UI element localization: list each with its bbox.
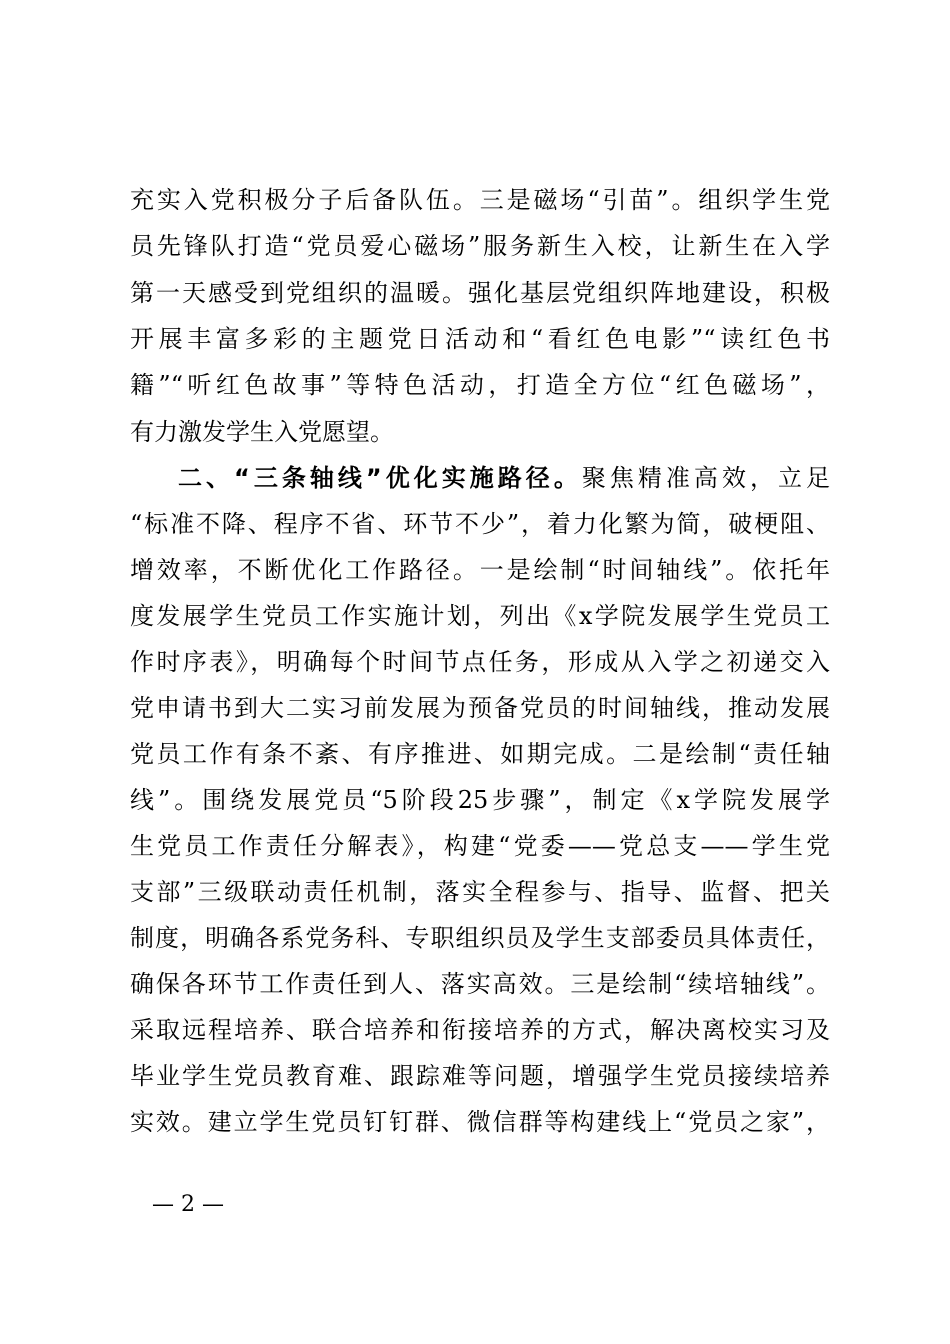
page-number: — 2 — bbox=[152, 1192, 224, 1217]
paragraph-line: 开展丰富多彩的主题党日活动和“看红色电影”“读红色书 bbox=[130, 325, 830, 353]
paragraph-line: 有力激发学生入党愿望。 bbox=[130, 418, 394, 446]
paragraph-line: 线”。围绕发展党员“5阶段25步骤”，制定《x学院发展学 bbox=[130, 786, 830, 814]
paragraph-line: 党申请书到大二实习前发展为预备党员的时间轴线，推动发展 bbox=[130, 694, 830, 722]
paragraph-line: 支部”三级联动责任机制，落实全程参与、指导、监督、把关 bbox=[130, 878, 830, 906]
paragraph-line: 第一天感受到党组织的温暖。强化基层党组织阵地建设，积极 bbox=[130, 279, 830, 307]
paragraph-first-line bbox=[178, 463, 830, 493]
paragraph-line: 毕业学生党员教育难、跟踪难等问题，增强学生党员接续培养 bbox=[130, 1062, 830, 1090]
paragraph-line: 作时序表》，明确每个时间节点任务，形成从入学之初递交入 bbox=[130, 648, 830, 676]
paragraph-line: 实效。建立学生党员钉钉群、微信群等构建线上“党员之家”， bbox=[130, 1108, 830, 1136]
paragraph-line: 确保各环节工作责任到人、落实高效。三是绘制“续培轴线”。 bbox=[130, 970, 830, 998]
section-heading: 二、“三条轴线”优化实施路径。 bbox=[178, 464, 582, 492]
paragraph-line: 生党员工作责任分解表》，构建“党委——党总支——学生党 bbox=[130, 832, 830, 860]
paragraph-line: 增效率，不断优化工作路径。一是绘制“时间轴线”。依托年 bbox=[130, 556, 830, 584]
paragraph-line: 充实入党积极分子后备队伍。三是磁场“引苗”。组织学生党 bbox=[130, 186, 830, 214]
paragraph-line: “标准不降、程序不省、环节不少”，着力化繁为简，破梗阻、 bbox=[130, 510, 830, 538]
paragraph-line: 采取远程培养、联合培养和衔接培养的方式，解决离校实习及 bbox=[130, 1016, 830, 1044]
paragraph-line: 员先锋队打造“党员爱心磁场”服务新生入校，让新生在入学 bbox=[130, 232, 830, 260]
paragraph-line: 籍”“听红色故事”等特色活动，打造全方位“红色磁场”， bbox=[130, 371, 830, 399]
paragraph-line-rest: 聚焦精准高效，立足 bbox=[581, 464, 831, 492]
paragraph-line: 度发展学生党员工作实施计划，列出《x学院发展学生党员工 bbox=[130, 602, 830, 630]
paragraph-line: 制度，明确各系党务科、专职组织员及学生支部委员具体责任， bbox=[130, 924, 830, 952]
paragraph-line: 党员工作有条不紊、有序推进、如期完成。二是绘制“责任轴 bbox=[130, 740, 830, 768]
